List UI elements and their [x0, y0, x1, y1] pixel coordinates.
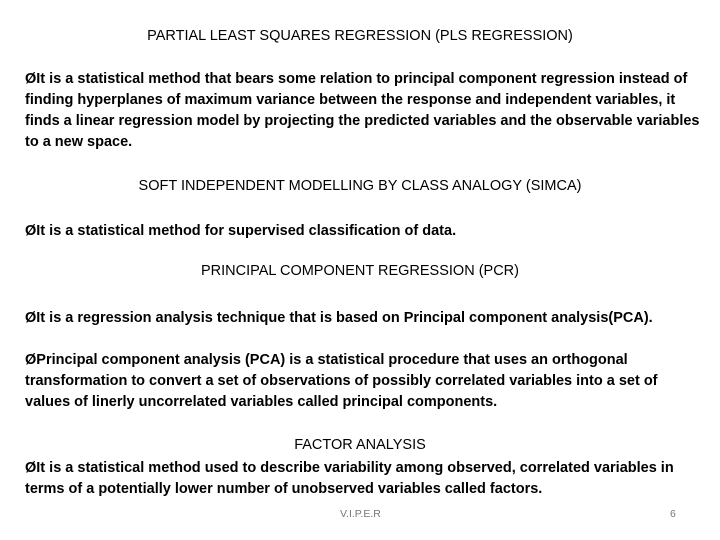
- simca-bullet-text: It is a statistical method for supervised classification of data.: [36, 223, 457, 239]
- pls-bullet-text: It is a statistical method that bears some relation to principal component regression instead of finding hyperplanes of maximum variance between the response and independent variables, it finds a linear regression model by projecting the predicted variables and the observable variables to a new space.: [25, 71, 700, 150]
- simca-bullet-1: [25, 221, 705, 242]
- factor-bullet-text: It is a statistical method used to describe variability among observed, correlated variables in terms of a potentially lower number of unobserved variables called factors.: [25, 460, 674, 497]
- bullet-arrow-icon: Ø: [25, 310, 37, 326]
- footer-center-text: V.I.P.E.R: [340, 508, 381, 520]
- pls-bullet-1: [25, 69, 705, 153]
- pcr-bullet-text: It is a regression analysis technique that is based on Principal component analysis(PCA).: [36, 310, 653, 326]
- pcr-bullet-2: [25, 350, 705, 413]
- pca-bullet-text: Principal component analysis (PCA) is a statistical procedure that uses an orthogonal transformation to convert a set of observations of possibly correlated variables into a set of values of linerly uncorrelated variables called principal components.: [25, 352, 658, 410]
- bullet-arrow-icon: Ø: [25, 352, 37, 368]
- bullet-arrow-icon: Ø: [25, 223, 37, 239]
- pcr-bullet-1: [25, 308, 705, 329]
- page-number: 6: [670, 508, 676, 520]
- section-heading-pcr: PRINCIPAL COMPONENT REGRESSION (PCR): [201, 263, 519, 279]
- section-heading-factor: FACTOR ANALYSIS: [294, 437, 426, 453]
- factor-bullet-1: [25, 458, 705, 500]
- section-heading-pls: PARTIAL LEAST SQUARES REGRESSION (PLS REGRESSION): [147, 28, 573, 44]
- bullet-arrow-icon: Ø: [25, 460, 37, 476]
- bullet-arrow-icon: Ø: [25, 71, 37, 87]
- section-heading-simca: SOFT INDEPENDENT MODELLING BY CLASS ANALOGY (SIMCA): [138, 178, 582, 194]
